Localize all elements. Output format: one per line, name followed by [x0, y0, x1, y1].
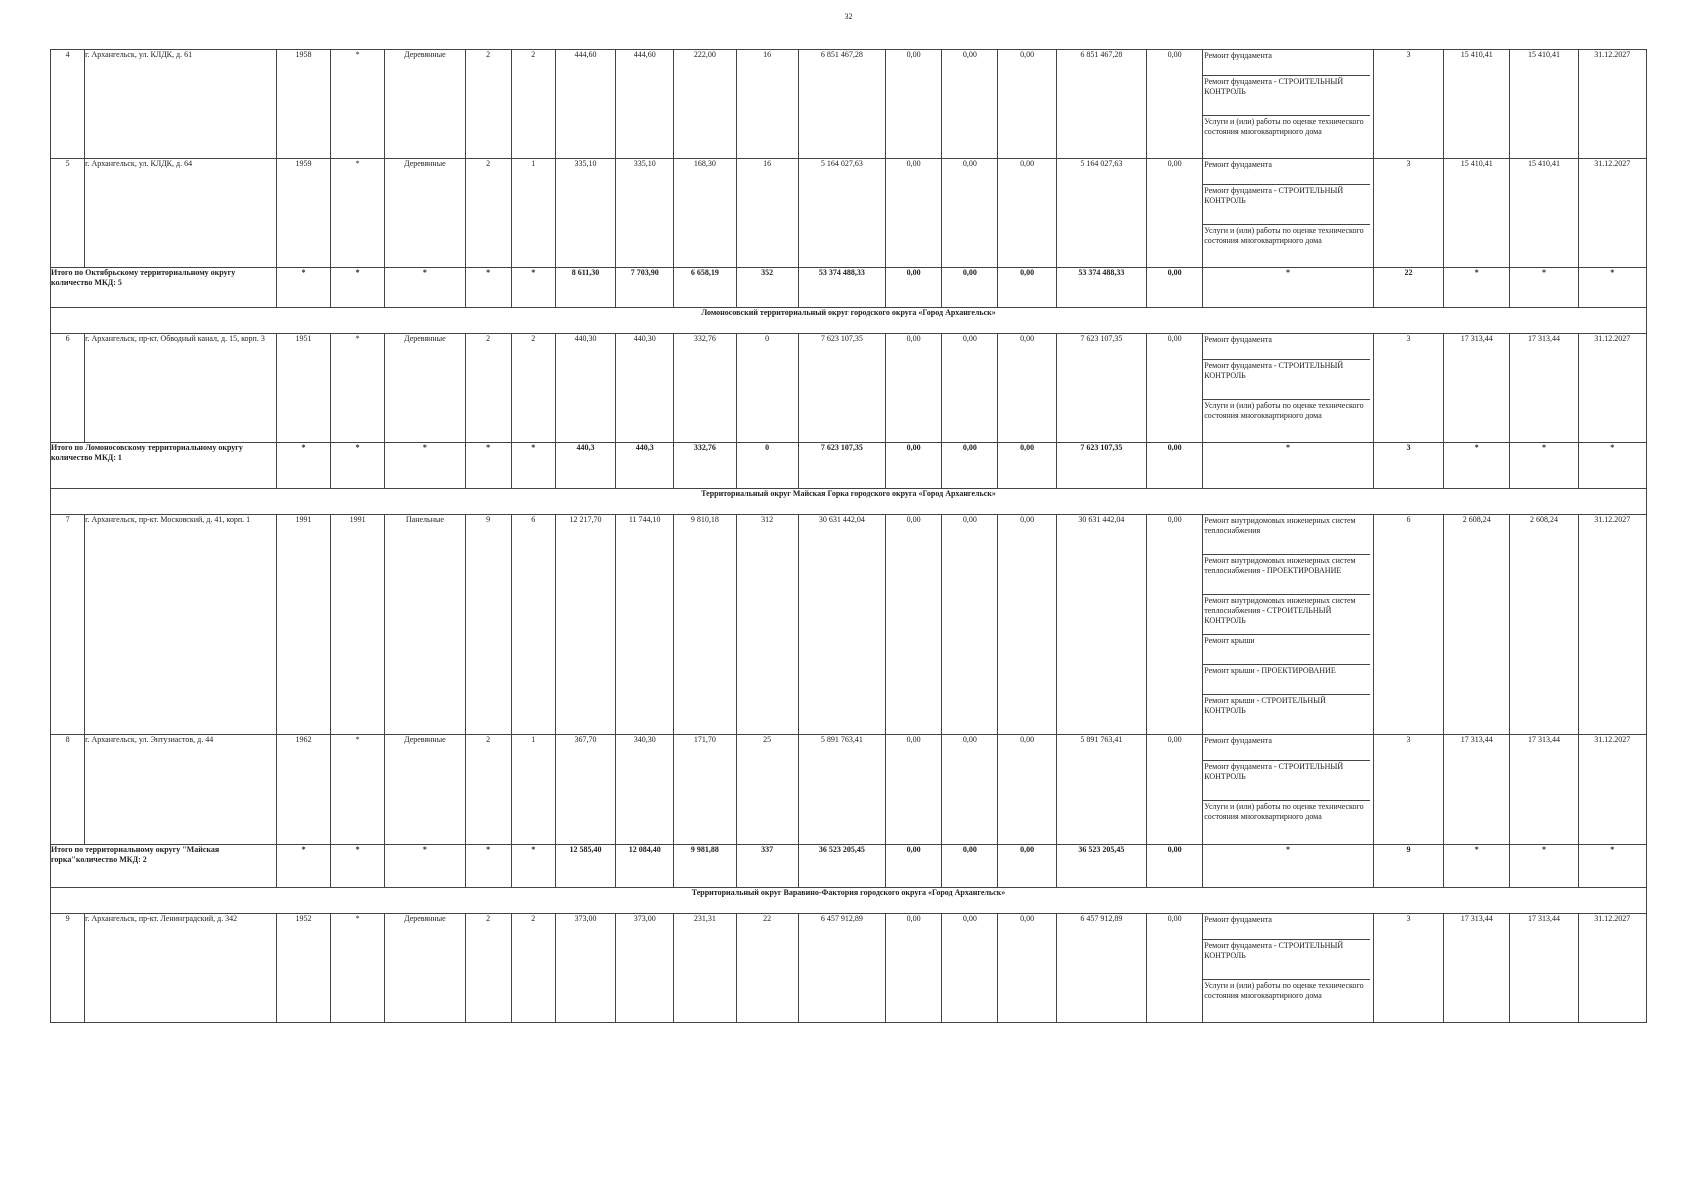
area-living-cell: 373,00 — [616, 914, 674, 1023]
cost-other-cell: 0,00 — [1147, 334, 1203, 443]
floors-cell: * — [465, 443, 511, 489]
unit-cost-cell: 17 313,44 — [1444, 334, 1510, 443]
material-cell: * — [385, 443, 465, 489]
cost-fund-cell: 0,00 — [886, 845, 942, 888]
floors-cell: 2 — [465, 735, 511, 845]
unit-cost-max-cell: * — [1510, 268, 1578, 308]
entrances-cell: * — [511, 845, 555, 888]
work-item: Ремонт фундамента — [1203, 50, 1370, 76]
year-built-cell: 1952 — [276, 914, 330, 1023]
cost-other-cell: 0,00 — [1147, 845, 1203, 888]
cost-municipal-cell: 0,00 — [998, 334, 1056, 443]
cost-fund-cell: 0,00 — [886, 159, 942, 268]
cost-total-cell: 7 623 107,35 — [798, 443, 885, 489]
row-number: 4 — [51, 50, 85, 159]
works-cell — [1203, 159, 1374, 268]
cost-municipal-cell: 0,00 — [998, 159, 1056, 268]
unit-cost-cell: 17 313,44 — [1444, 914, 1510, 1023]
cost-fund-cell: 0,00 — [886, 914, 942, 1023]
work-item: Услуги и (или) работы по оценке технического состояния многоквартирного дома — [1204, 226, 1364, 245]
entrances-cell: 6 — [511, 515, 555, 735]
cost-total-cell: 30 631 442,04 — [798, 515, 885, 735]
cost-fund-cell: 0,00 — [886, 50, 942, 159]
deadline-cell: 31.12.2027 — [1578, 159, 1646, 268]
cost-owners-cell: 5 891 763,41 — [1056, 735, 1146, 845]
unit-cost-max-cell: * — [1510, 845, 1578, 888]
work-item: Ремонт крыши - СТРОИТЕЛЬНЫЙ КОНТРОЛЬ — [1204, 696, 1326, 715]
deadline-cell: * — [1578, 268, 1646, 308]
cost-municipal-cell: 0,00 — [998, 50, 1056, 159]
area-residential-cell: 171,70 — [674, 735, 736, 845]
year-built-cell: * — [276, 268, 330, 308]
area-living-cell: 340,30 — [616, 735, 674, 845]
cost-regional-cell: 0,00 — [942, 515, 998, 735]
area-residential-cell: 332,76 — [674, 443, 736, 489]
works-count-cell: 6 — [1373, 515, 1443, 735]
area-living-cell: 335,10 — [616, 159, 674, 268]
floors-cell: 2 — [465, 334, 511, 443]
works-cell — [1203, 914, 1374, 1023]
cost-total-cell: 6 851 467,28 — [798, 50, 885, 159]
entrances-cell: 1 — [511, 735, 555, 845]
cost-other-cell: 0,00 — [1147, 50, 1203, 159]
cost-other-cell: 0,00 — [1147, 515, 1203, 735]
year-built-cell: * — [276, 443, 330, 489]
entrances-cell: * — [511, 268, 555, 308]
cost-owners-cell: 6 851 467,28 — [1056, 50, 1146, 159]
area-living-cell: 7 703,90 — [616, 268, 674, 308]
residents-cell: 0 — [736, 443, 798, 489]
work-item: Ремонт фундамента — [1203, 334, 1370, 360]
works-cell — [1203, 50, 1374, 159]
area-total-cell: 440,3 — [555, 443, 615, 489]
area-total-cell: 12 217,70 — [555, 515, 615, 735]
deadline-cell: * — [1578, 443, 1646, 489]
table-row — [51, 914, 1647, 1023]
row-number: 6 — [51, 334, 85, 443]
year-reconstructed-cell: * — [331, 735, 385, 845]
cost-total-cell: 7 623 107,35 — [798, 334, 885, 443]
year-reconstructed-cell: * — [331, 334, 385, 443]
work-item: Ремонт крыши - ПРОЕКТИРОВАНИЕ — [1203, 665, 1370, 695]
floors-cell: 2 — [465, 159, 511, 268]
unit-cost-cell: 17 313,44 — [1444, 735, 1510, 845]
material-cell: Деревянные — [385, 914, 465, 1023]
address-cell: г. Архангельск, пр-кт. Ленинградский, д. 342 — [85, 914, 277, 1023]
area-total-cell: 440,30 — [555, 334, 615, 443]
unit-cost-max-cell: 17 313,44 — [1510, 735, 1578, 845]
year-reconstructed-cell: * — [331, 50, 385, 159]
cost-total-cell: 5 164 027,63 — [798, 159, 885, 268]
residents-cell: 16 — [736, 50, 798, 159]
area-total-cell: 335,10 — [555, 159, 615, 268]
unit-cost-cell: 15 410,41 — [1444, 159, 1510, 268]
works-cell: * — [1203, 443, 1374, 489]
work-item: Ремонт фундамента - СТРОИТЕЛЬНЫЙ КОНТРОЛЬ — [1203, 185, 1370, 225]
residents-cell: 25 — [736, 735, 798, 845]
cost-municipal-cell: 0,00 — [998, 443, 1056, 489]
residents-cell: 352 — [736, 268, 798, 308]
section-title: Ломоносовский территориальный округ городского округа «Город Архангельск» — [51, 308, 1647, 334]
entrances-cell: 1 — [511, 159, 555, 268]
unit-cost-cell: * — [1444, 268, 1510, 308]
cost-regional-cell: 0,00 — [942, 735, 998, 845]
table-row — [51, 735, 1647, 845]
year-reconstructed-cell: * — [331, 914, 385, 1023]
year-reconstructed-cell: * — [331, 159, 385, 268]
page-number: 32 — [844, 12, 853, 21]
area-total-cell: 367,70 — [555, 735, 615, 845]
unit-cost-cell: * — [1444, 845, 1510, 888]
work-item: Ремонт внутридомовых инженерных систем теплоснабжения - СТРОИТЕЛЬНЫЙ КОНТРОЛЬ — [1203, 595, 1370, 635]
works-count-cell: 3 — [1373, 50, 1443, 159]
residents-cell: 337 — [736, 845, 798, 888]
cost-other-cell: 0,00 — [1147, 735, 1203, 845]
floors-cell: 9 — [465, 515, 511, 735]
cost-total-cell: 6 457 912,89 — [798, 914, 885, 1023]
unit-cost-max-cell: 17 313,44 — [1510, 914, 1578, 1023]
cost-regional-cell: 0,00 — [942, 268, 998, 308]
cost-other-cell: 0,00 — [1147, 159, 1203, 268]
residents-cell: 16 — [736, 159, 798, 268]
entrances-cell: 2 — [511, 334, 555, 443]
work-item: Ремонт фундамента - СТРОИТЕЛЬНЫЙ КОНТРОЛЬ — [1203, 76, 1370, 116]
total-label: Итого по Октябрьскому территориальному округу количество МКД: 5 — [51, 268, 277, 308]
address-cell: г. Архангельск, ул. КЛДК, д. 64 — [85, 159, 277, 268]
work-item: Ремонт внутридомовых инженерных систем теплоснабжения - ПРОЕКТИРОВАНИЕ — [1203, 555, 1370, 595]
row-number: 9 — [51, 914, 85, 1023]
works-cell — [1203, 735, 1374, 845]
unit-cost-max-cell: 2 608,24 — [1510, 515, 1578, 735]
cost-regional-cell: 0,00 — [942, 443, 998, 489]
area-residential-cell: 168,30 — [674, 159, 736, 268]
unit-cost-max-cell: 15 410,41 — [1510, 159, 1578, 268]
works-count-cell: 3 — [1373, 334, 1443, 443]
year-built-cell: 1958 — [276, 50, 330, 159]
work-item: Услуги и (или) работы по оценке технического состояния многоквартирного дома — [1204, 117, 1364, 136]
area-living-cell: 440,3 — [616, 443, 674, 489]
work-item: Услуги и (или) работы по оценке технического состояния многоквартирного дома — [1204, 802, 1364, 821]
cost-regional-cell: 0,00 — [942, 334, 998, 443]
deadline-cell: * — [1578, 845, 1646, 888]
work-item: Ремонт фундамента - СТРОИТЕЛЬНЫЙ КОНТРОЛЬ — [1203, 940, 1370, 980]
material-cell: * — [385, 845, 465, 888]
works-cell — [1203, 334, 1374, 443]
cost-other-cell: 0,00 — [1147, 914, 1203, 1023]
entrances-cell: * — [511, 443, 555, 489]
cost-municipal-cell: 0,00 — [998, 735, 1056, 845]
cost-fund-cell: 0,00 — [886, 334, 942, 443]
year-built-cell: * — [276, 845, 330, 888]
cost-municipal-cell: 0,00 — [998, 268, 1056, 308]
deadline-cell: 31.12.2027 — [1578, 914, 1646, 1023]
cost-regional-cell: 0,00 — [942, 159, 998, 268]
table-row — [51, 50, 1647, 159]
area-residential-cell: 222,00 — [674, 50, 736, 159]
work-item: Ремонт внутридомовых инженерных систем теплоснабжения — [1203, 515, 1370, 555]
works-count-cell: 22 — [1373, 268, 1443, 308]
area-total-cell: 444,60 — [555, 50, 615, 159]
year-reconstructed-cell: 1991 — [331, 515, 385, 735]
works-cell — [1203, 515, 1374, 735]
cost-owners-cell: 7 623 107,35 — [1056, 334, 1146, 443]
row-number: 5 — [51, 159, 85, 268]
cost-owners-cell: 36 523 205,45 — [1056, 845, 1146, 888]
table-row — [51, 334, 1647, 443]
cost-owners-cell: 7 623 107,35 — [1056, 443, 1146, 489]
material-cell: Деревянные — [385, 334, 465, 443]
area-residential-cell: 6 658,19 — [674, 268, 736, 308]
cost-regional-cell: 0,00 — [942, 914, 998, 1023]
area-total-cell: 373,00 — [555, 914, 615, 1023]
section-header-row — [51, 489, 1647, 515]
cost-other-cell: 0,00 — [1147, 268, 1203, 308]
work-item: Ремонт фундамента - СТРОИТЕЛЬНЫЙ КОНТРОЛЬ — [1203, 761, 1370, 801]
deadline-cell: 31.12.2027 — [1578, 735, 1646, 845]
cost-regional-cell: 0,00 — [942, 845, 998, 888]
cost-regional-cell: 0,00 — [942, 50, 998, 159]
cost-municipal-cell: 0,00 — [998, 914, 1056, 1023]
address-cell: г. Архангельск, пр-кт. Обводный канал, д. 15, корп. 3 — [85, 334, 277, 443]
work-item: Ремонт фундамента — [1203, 914, 1370, 940]
section-header-row — [51, 308, 1647, 334]
area-total-cell: 12 585,40 — [555, 845, 615, 888]
year-reconstructed-cell: * — [331, 268, 385, 308]
cost-owners-cell: 5 164 027,63 — [1056, 159, 1146, 268]
section-title: Территориальный округ Варавино-Фактория городского округа «Город Архангельск» — [51, 888, 1647, 914]
cost-fund-cell: 0,00 — [886, 443, 942, 489]
works-count-cell: 3 — [1373, 735, 1443, 845]
address-cell: г. Архангельск, пр-кт. Московский, д. 41, корп. 1 — [85, 515, 277, 735]
works-count-cell: 3 — [1373, 159, 1443, 268]
year-built-cell: 1962 — [276, 735, 330, 845]
unit-cost-max-cell: 17 313,44 — [1510, 334, 1578, 443]
unit-cost-cell: 15 410,41 — [1444, 50, 1510, 159]
cost-municipal-cell: 0,00 — [998, 845, 1056, 888]
work-item: Услуги и (или) работы по оценке технического состояния многоквартирного дома — [1204, 981, 1364, 1000]
work-item: Ремонт фундамента — [1203, 735, 1370, 761]
floors-cell: * — [465, 268, 511, 308]
material-cell: Деревянные — [385, 735, 465, 845]
area-residential-cell: 332,76 — [674, 334, 736, 443]
deadline-cell: 31.12.2027 — [1578, 515, 1646, 735]
year-built-cell: 1959 — [276, 159, 330, 268]
area-total-cell: 8 611,30 — [555, 268, 615, 308]
cost-total-cell: 36 523 205,45 — [798, 845, 885, 888]
area-residential-cell: 9 810,18 — [674, 515, 736, 735]
area-living-cell: 440,30 — [616, 334, 674, 443]
area-living-cell: 11 744,10 — [616, 515, 674, 735]
section-title: Территориальный округ Майская Горка городского округа «Город Архангельск» — [51, 489, 1647, 515]
area-living-cell: 444,60 — [616, 50, 674, 159]
section-header-row — [51, 888, 1647, 914]
total-row — [51, 443, 1647, 489]
address-cell: г. Архангельск, ул. КЛДК, д. 61 — [85, 50, 277, 159]
unit-cost-max-cell: * — [1510, 443, 1578, 489]
entrances-cell: 2 — [511, 914, 555, 1023]
cost-total-cell: 53 374 488,33 — [798, 268, 885, 308]
year-reconstructed-cell: * — [331, 443, 385, 489]
work-item: Ремонт фундамента — [1203, 159, 1370, 185]
floors-cell: * — [465, 845, 511, 888]
work-item: Ремонт фундамента - СТРОИТЕЛЬНЫЙ КОНТРОЛЬ — [1203, 360, 1370, 400]
total-row — [51, 268, 1647, 308]
works-cell: * — [1203, 845, 1374, 888]
residents-cell: 0 — [736, 334, 798, 443]
cost-owners-cell: 6 457 912,89 — [1056, 914, 1146, 1023]
floors-cell: 2 — [465, 914, 511, 1023]
year-reconstructed-cell: * — [331, 845, 385, 888]
capital-repair-register-table — [50, 49, 1647, 1023]
deadline-cell: 31.12.2027 — [1578, 334, 1646, 443]
row-number: 7 — [51, 515, 85, 735]
table-row — [51, 159, 1647, 268]
row-number: 8 — [51, 735, 85, 845]
residents-cell: 22 — [736, 914, 798, 1023]
works-count-cell: 3 — [1373, 914, 1443, 1023]
unit-cost-cell: 2 608,24 — [1444, 515, 1510, 735]
cost-other-cell: 0,00 — [1147, 443, 1203, 489]
works-count-cell: 3 — [1373, 443, 1443, 489]
total-label: Итого по территориальному округу "Майская горка"количество МКД: 2 — [51, 845, 277, 888]
material-cell: Панельные — [385, 515, 465, 735]
cost-fund-cell: 0,00 — [886, 268, 942, 308]
cost-total-cell: 5 891 763,41 — [798, 735, 885, 845]
works-count-cell: 9 — [1373, 845, 1443, 888]
area-living-cell: 12 084,40 — [616, 845, 674, 888]
deadline-cell: 31.12.2027 — [1578, 50, 1646, 159]
residents-cell: 312 — [736, 515, 798, 735]
cost-owners-cell: 53 374 488,33 — [1056, 268, 1146, 308]
cost-fund-cell: 0,00 — [886, 735, 942, 845]
unit-cost-max-cell: 15 410,41 — [1510, 50, 1578, 159]
work-item: Услуги и (или) работы по оценке технического состояния многоквартирного дома — [1204, 401, 1364, 420]
works-cell: * — [1203, 268, 1374, 308]
year-built-cell: 1991 — [276, 515, 330, 735]
work-item: Ремонт крыши — [1203, 635, 1370, 665]
floors-cell: 2 — [465, 50, 511, 159]
area-residential-cell: 9 981,88 — [674, 845, 736, 888]
address-cell: г. Архангельск, ул. Энтузиастов, д. 44 — [85, 735, 277, 845]
cost-municipal-cell: 0,00 — [998, 515, 1056, 735]
entrances-cell: 2 — [511, 50, 555, 159]
cost-owners-cell: 30 631 442,04 — [1056, 515, 1146, 735]
area-residential-cell: 231,31 — [674, 914, 736, 1023]
material-cell: Деревянные — [385, 159, 465, 268]
year-built-cell: 1951 — [276, 334, 330, 443]
cost-fund-cell: 0,00 — [886, 515, 942, 735]
table-row — [51, 515, 1647, 735]
total-label: Итого по Ломоносовскому территориальному округу количество МКД: 1 — [51, 443, 277, 489]
unit-cost-cell: * — [1444, 443, 1510, 489]
material-cell: Деревянные — [385, 50, 465, 159]
material-cell: * — [385, 268, 465, 308]
total-row — [51, 845, 1647, 888]
